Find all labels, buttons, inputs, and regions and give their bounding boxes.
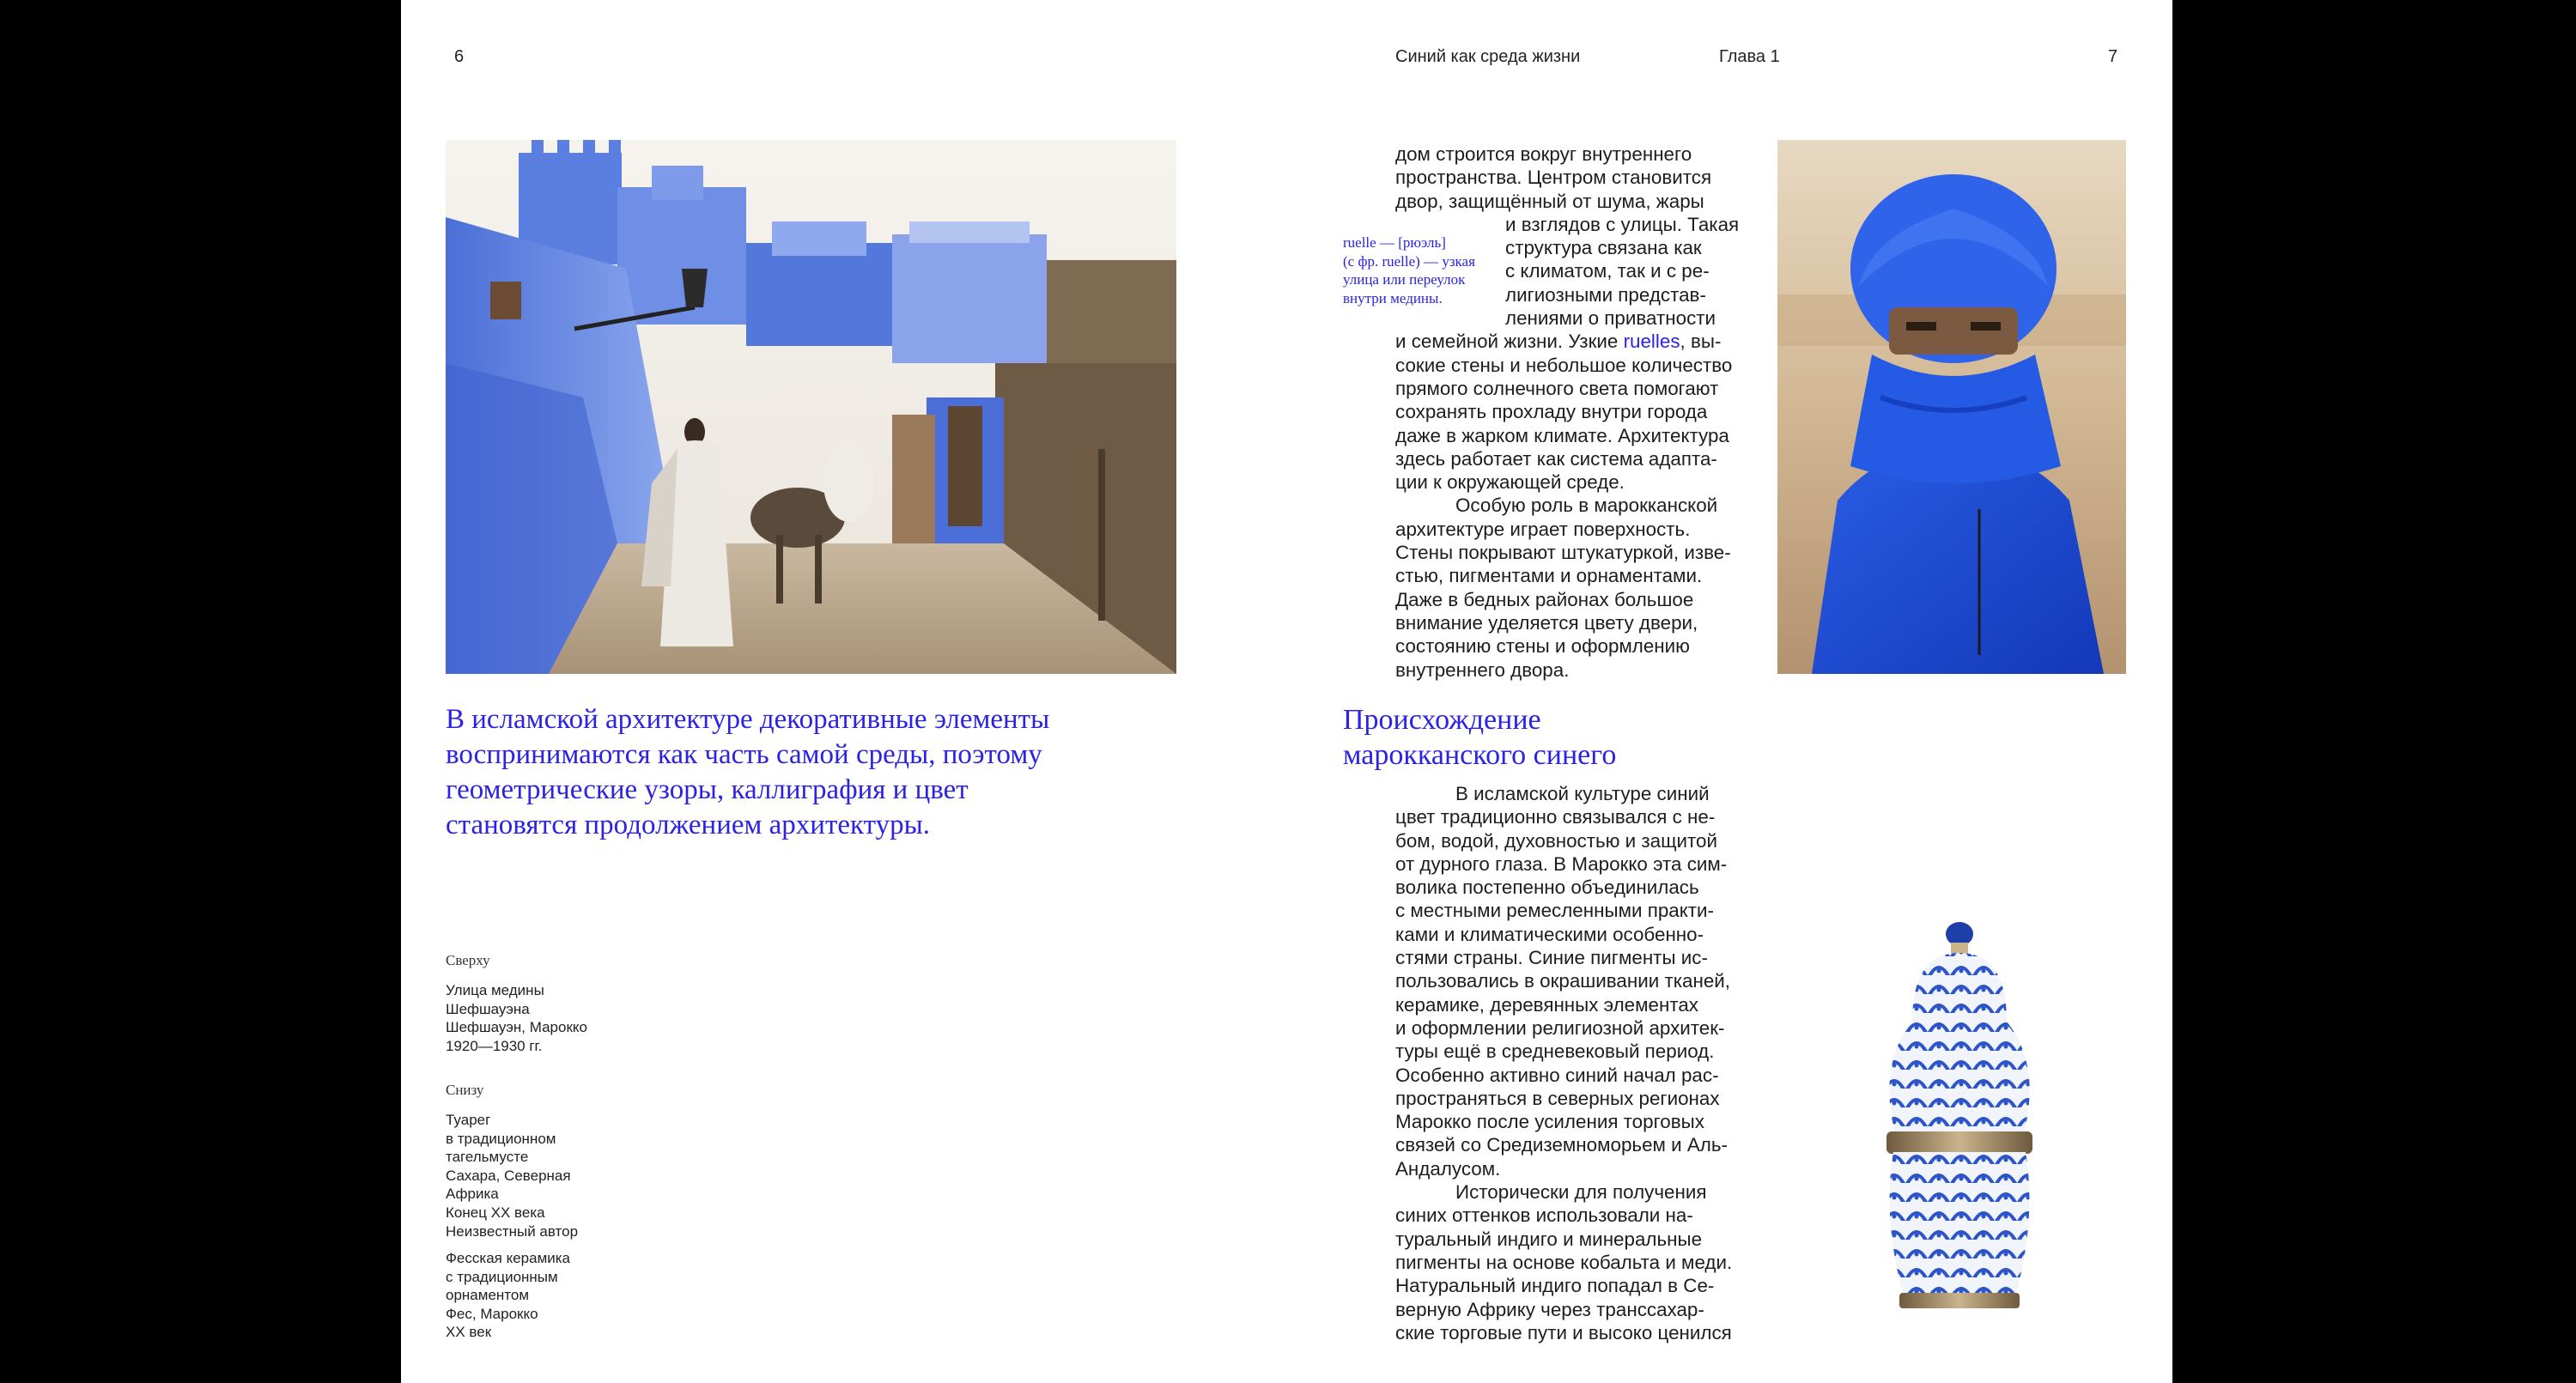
text-line: двор, защищённый от шума, жары (1395, 190, 1704, 212)
text-line: Стены покрывают штукатуркой, изве- (1395, 542, 1731, 564)
medina-street-photo (446, 140, 1176, 674)
term-ruelles-link[interactable]: ruelles (1623, 331, 1680, 353)
caption-line: в традиционном (446, 1130, 556, 1147)
body-text-lower (1395, 782, 1732, 1344)
text-line: лениями о приватности (1505, 307, 1716, 330)
caption-line: Фес, Марокко (446, 1305, 538, 1322)
text-line: с климатом, так и с ре- (1505, 260, 1710, 282)
caption-line: орнаментом (446, 1287, 530, 1304)
caption-line: Сахара, Северная (446, 1167, 571, 1184)
right-page-number: 7 (2108, 47, 2118, 66)
margin-note-line: внутри медины. (1343, 289, 1443, 306)
caption-line: тагельмусте (446, 1149, 529, 1166)
text-line: и взглядов с улицы. Такая (1505, 213, 1740, 235)
text-line: Даже в бедных районах большое (1395, 588, 1694, 610)
text-line: пространства. Центром становится (1395, 167, 1712, 189)
caption-bottom-tuareg (446, 1111, 578, 1240)
text-line: структура связана как (1505, 237, 1702, 259)
text-line-with-term (1395, 330, 1739, 353)
text-line: В исламской культуре синий (1455, 783, 1710, 804)
text-line: пользовались в окрашивании тканей, (1395, 970, 1731, 992)
text-run: и семейной жизни. Узкие (1395, 331, 1624, 353)
text-line: Исторически для получения (1455, 1181, 1707, 1204)
text-line: верную Африку через транссахар- (1395, 1298, 1704, 1320)
text-line: Особенно активно синий начал рас- (1395, 1064, 1719, 1086)
text-line: связей со Средиземноморьем и Аль- (1395, 1134, 1728, 1156)
text-line: от дурного глаза. В Марокко эта сим- (1395, 852, 1728, 875)
tuareg-portrait-photo (1777, 140, 2126, 674)
pull-quote-line: воспринимаются как часть самой среды, поэтому (446, 739, 1042, 770)
text-line: керамике, деревянных элементах (1395, 993, 1698, 1016)
text-line: бом, водой, духовностью и защитой (1395, 829, 1718, 852)
text-line: пространяться в северных регионах (1395, 1087, 1720, 1109)
caption-line: XX век (446, 1324, 492, 1341)
margin-note-line: улица или переулок (1343, 271, 1466, 288)
caption-bottom-ceramic (446, 1249, 570, 1342)
text-line: лигиозными представ- (1505, 283, 1706, 306)
body-text-upper (1395, 143, 1739, 682)
caption-bottom-heading: Снизу (446, 1082, 484, 1098)
caption-top-heading: Сверху (446, 952, 490, 968)
text-line: Андалусом. (1395, 1157, 1501, 1180)
caption-line: Шефшауэна (446, 1000, 530, 1017)
pull-quote-line: геометрические узоры, каллиграфия и цвет (446, 774, 969, 805)
text-line: ками и климатическими особенно- (1395, 923, 1704, 945)
pull-quote-line: В исламской архитектуре декоративные элементы (446, 704, 1050, 735)
text-line: Натуральный индиго попадал в Се- (1395, 1275, 1715, 1297)
text-line: ские торговые пути и высоко ценился (1395, 1321, 1732, 1344)
caption-line: Улица медины (446, 982, 544, 998)
caption-top (446, 981, 587, 1055)
caption-line: 1920—1930 гг. (446, 1037, 543, 1054)
section-heading-line: Происхождение (1343, 704, 1541, 736)
text-line: Марокко после усиления торговых (1395, 1111, 1704, 1133)
text-line: стью, пигментами и орнаментами. (1395, 565, 1703, 587)
caption-line: Фесская керамика (446, 1250, 571, 1266)
left-page-number: 6 (454, 47, 465, 66)
pull-quote (446, 702, 1049, 843)
text-line: пигменты на основе кобальта и меди. (1395, 1251, 1733, 1273)
text-line: архитектуре играет поверхность. (1395, 518, 1691, 540)
margin-note-line: ruelle — [рюэль] (1343, 234, 1446, 251)
text-line: внимание уделяется цвету двери, (1395, 611, 1698, 634)
text-line: прямого солнечного света помогают (1395, 377, 1719, 399)
text-line: внутреннего двора. (1395, 658, 1570, 681)
section-heading (1343, 702, 1616, 773)
text-line: цвет традиционно связывался с не- (1395, 806, 1716, 828)
text-line: дом строится вокруг внутреннего (1395, 143, 1692, 165)
text-line: здесь работает как система адапта- (1395, 447, 1717, 470)
text-line: Особую роль в марокканской (1455, 494, 1718, 517)
caption-line: Конец XX века (446, 1204, 545, 1221)
text-line: сокие стены и небольшое количество (1395, 354, 1733, 376)
section-title: Синий как среда жизни (1395, 47, 1581, 66)
caption-line: Шефшауэн, Марокко (446, 1019, 587, 1036)
ceramic-jar-photo (1861, 919, 2058, 1322)
margin-note-line: (с фр. ruelle) — узкая (1343, 252, 1475, 270)
caption-line: Африка (446, 1186, 499, 1203)
book-spread (401, 0, 2172, 1383)
pull-quote-line: становятся продолжением архитектуры. (446, 810, 931, 840)
caption-line: с традиционным (446, 1268, 558, 1285)
text-line: сохранять прохладу внутри города (1395, 401, 1708, 423)
caption-line: Туарег (446, 1112, 491, 1128)
text-line: волика постепенно объединилась (1395, 877, 1699, 899)
text-line: с местными ремесленными практи- (1395, 900, 1714, 922)
text-line: туральный индиго и минеральные (1395, 1228, 1703, 1250)
text-run: , вы- (1680, 331, 1722, 353)
chapter-label: Глава 1 (1719, 47, 1780, 66)
text-line: ции к окружающей среде. (1395, 471, 1625, 494)
caption-line: Неизвестный автор (446, 1222, 579, 1240)
text-line: и оформлении религиозной архитек- (1395, 1016, 1725, 1039)
text-line: стями страны. Синие пигменты ис- (1395, 947, 1708, 969)
text-line: синих оттенков использовали на- (1395, 1204, 1693, 1227)
text-line: состоянию стены и оформлению (1395, 635, 1690, 658)
text-line: туры ещё в средневековый период. (1395, 1040, 1715, 1063)
text-line: даже в жарком климате. Архитектура (1395, 424, 1729, 446)
section-heading-line: марокканского синего (1343, 739, 1617, 771)
